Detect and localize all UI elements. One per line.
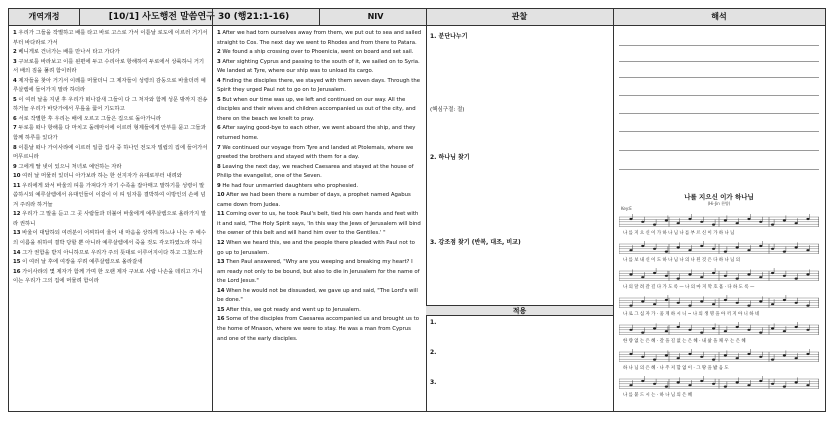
application-item-1: 1. <box>430 319 437 326</box>
verse-number: 5 <box>13 96 17 103</box>
verse-item <box>13 249 209 259</box>
verse-item <box>217 96 422 125</box>
verse-item <box>13 258 209 268</box>
verse-number: 8 <box>13 144 17 151</box>
writing-line <box>619 77 819 78</box>
verse-number: 6 <box>217 125 221 132</box>
verse-text: We continued our voyage from Tyre and landed at Ptolemais, where we greeted the brothers and stayed with them for a day. <box>217 144 414 161</box>
writing-line <box>619 150 819 151</box>
verse-number: 15 <box>217 306 225 313</box>
verse-text: Leaving the next day, we reached Caesarea and stayed at the house of Philip the evangelist, one of the Seven. <box>217 163 414 180</box>
verse-number: 12 <box>13 211 21 218</box>
verse-item <box>217 182 422 192</box>
verse-text: 구브로를 바라보고 이를 왼편에 두고 수리아로 항해하여 두로에서 상륙하니 거기서 배의 짐을 풀려 함이러라 <box>13 58 205 75</box>
writing-line <box>619 61 819 62</box>
song-lyric-line: 나 를 지 으 신 이 가 하 나 님 나 를 부 르 신 이 가 하 나 님 <box>623 231 735 236</box>
writing-line <box>619 131 819 132</box>
verse-text: We found a ship crossing over to Phoenicia, went on board and set sail. <box>220 49 414 56</box>
verse-item <box>13 58 209 77</box>
verse-number: 2 <box>217 49 221 56</box>
verse-text: Then Paul answered, "Why are you weeping and breaking my heart? I am ready not only to be bound, but also to die in Jerusalem for the name of the Lord Jesus." <box>217 259 420 285</box>
verse-number: 10 <box>13 173 21 180</box>
verse-text: 여러 날 머물러 있더니 아가보라 하는 한 선지자가 유대로부터 내려와 <box>20 173 182 180</box>
verse-text: 그가 권함을 받지 아니하므로 우리가 주의 뜻대로 이루어지이다 하고 그쳤노라 <box>20 249 203 256</box>
verse-number: 13 <box>217 259 225 266</box>
version-right-label: NIV <box>367 12 384 21</box>
verse-number: 14 <box>217 287 225 294</box>
interpret-header: 해석 <box>613 9 825 26</box>
verse-item <box>13 163 209 173</box>
writing-line <box>619 95 819 96</box>
version-left-label: 개역개정 <box>9 9 79 26</box>
verse-number: 8 <box>217 163 221 170</box>
verse-text: 이 여러 날 후에 여장을 꾸려 예루살렘으로 올라갈새 <box>20 259 143 266</box>
verse-item <box>13 144 209 163</box>
verse-text: Coming over to us, he took Paul's belt, tied his own hands and feet with it and said, "The Holy Spirit says, 'In this way the Jews of Jerusalem will bind the owner of this belt and will hand him over to the Gentiles.' " <box>217 211 421 237</box>
application-item-2: 2. <box>430 349 437 356</box>
observe-header: 관찰 <box>426 9 613 26</box>
verse-text: 두로를 떠나 항해를 다 마치고 돌레마이에 이르러 형제들에게 안부를 묻고 그들과 함께 하루를 있다가 <box>13 125 206 142</box>
verse-text: After saying good-bye to each other, we went aboard the ship, and they returned home. <box>217 125 416 142</box>
verse-number: 1 <box>217 30 221 36</box>
music-staff <box>619 322 819 338</box>
writing-line <box>619 113 819 114</box>
verse-number: 5 <box>217 96 221 103</box>
verse-text: 가이사랴의 몇 제자가 함께 가며 한 오랜 제자 구브로 사람 나손을 데리고 가니 이는 우리가 그의 집에 머물려 함이라 <box>13 268 203 285</box>
verse-item <box>13 29 209 48</box>
verse-text: 그에게 딸 넷이 있으니 처녀로 예언하는 자라 <box>16 163 122 170</box>
verse-text: After sighting Cyprus and passing to the south of it, we sailed on to Syria. We landed at Tyre, where our ship was to unload its cargo. <box>217 58 420 75</box>
observe-question-2: 2. 하나님 찾기 <box>430 154 470 161</box>
niv-verse-list <box>217 29 422 411</box>
key-verse-prompt: (핵심구절: 절) <box>430 107 465 113</box>
song-key: Key:E <box>621 206 632 211</box>
verse-item <box>217 239 422 258</box>
verse-item <box>217 58 422 77</box>
verse-number: 4 <box>13 77 17 84</box>
divider <box>426 9 427 411</box>
verse-item <box>13 210 209 229</box>
verse-text: 서로 작별한 후 우리는 배에 오르고 그들은 집으로 돌아가니라 <box>16 115 162 122</box>
verse-item <box>13 172 209 182</box>
verse-item <box>13 77 209 96</box>
verse-number: 11 <box>217 211 225 218</box>
observe-question-3: 3. 강조점 찾기 (반복, 대조, 비교) <box>430 239 521 246</box>
verse-text: 우리에게 와서 바울의 띠를 가져다가 자기 수족을 잡아매고 말하기를 성령이 말씀하시되 예루살렘에서 유대인들이 이같이 이 띠 임자를 결박하여 이방인의 손에 넘겨 주리라 하거늘 <box>13 182 206 208</box>
music-staff <box>619 214 819 230</box>
verse-text: After we had torn ourselves away from them, we put out to sea and sailed straight to Cos. The next day we went to Rhodes and from there to Patara. <box>217 30 422 46</box>
verse-item <box>13 229 209 248</box>
verse-text: 이튿날 떠나 가이사랴에 이르러 일곱 집사 중 하나인 전도자 빌립의 집에 들어가서 머무르니라 <box>13 144 208 161</box>
verse-item <box>217 287 422 306</box>
verse-text: Some of the disciples from Caesarea accompanied us and brought us to the home of Mnason, where we were to stay. He was a man from Cyprus and one of the early disciples. <box>217 316 419 342</box>
music-staff <box>619 241 819 257</box>
verse-number: 2 <box>13 49 17 56</box>
verse-text: After we had been there a number of days, a prophet named Agabus came down from Judea. <box>217 192 411 208</box>
verse-item <box>13 48 209 58</box>
verse-item <box>217 77 422 96</box>
verse-number: 16 <box>13 268 21 275</box>
writing-line <box>619 169 819 170</box>
observe-question-1: 1. 분단나누기 <box>430 33 468 40</box>
divider <box>613 9 614 411</box>
verse-number: 9 <box>217 182 221 189</box>
verse-number: 13 <box>13 230 21 237</box>
divider <box>212 9 213 411</box>
application-item-3: 3. <box>430 379 437 386</box>
verse-item <box>217 29 422 48</box>
verse-text: 바울이 대답하되 여러분이 어찌하여 울어 내 마음을 상하게 하느냐 나는 주 예수의 이름을 위하여 결박 당할 뿐 아니라 예루살렘에서 죽을 것도 각오하였노라 하니 <box>13 230 207 247</box>
song-lyric-line: 나 를 붙 드 시 는 · 하 나 님 의 은 혜 <box>623 393 693 398</box>
verse-item <box>13 115 209 125</box>
writing-line <box>619 45 819 46</box>
verse-item <box>217 306 422 316</box>
verse-number: 10 <box>217 192 225 199</box>
page-title: [10/1] 사도행전 말씀연구 30 (행21:1-16) <box>108 12 290 22</box>
verse-number: 4 <box>217 77 221 84</box>
header-title-cell <box>79 9 432 26</box>
verse-number: 3 <box>217 58 221 65</box>
application-header: 적용 <box>426 305 613 316</box>
verse-text: After this, we got ready and went up to Jerusalem. <box>224 306 361 313</box>
verse-item <box>217 315 422 344</box>
verse-text: 이 여러 날을 지낸 후 우리가 떠나갈새 그들이 다 그 처자와 함께 성문 밖까지 전송하거늘 우리가 바닷가에서 무릎을 꿇어 기도하고 <box>13 96 208 113</box>
verse-item <box>217 163 422 182</box>
music-staff <box>619 376 819 392</box>
verse-item <box>217 258 422 287</box>
verse-item <box>217 144 422 163</box>
song-lyric-line: 나 를 보 내 신 이 도 하 나 님 나 의 나 된 것 은 다 하 나 님 의 <box>623 258 740 263</box>
verse-item <box>13 124 209 143</box>
verse-text: 우리가 그들을 작별하고 배를 타고 바로 고스로 가서 이튿날 로도에 이르러 거기서부터 바다라로 가서 <box>13 30 208 46</box>
verse-item <box>217 191 422 210</box>
verse-number: 9 <box>13 163 17 170</box>
verse-item <box>13 268 209 287</box>
verse-text: 우리가 그 말을 듣고 그 곳 사람들과 더불어 바울에게 예루살렘으로 올라가지 말라 권하니 <box>13 211 207 227</box>
music-staff <box>619 268 819 284</box>
song-lyric-line: 한 량 없 는 은 혜 · 갚 을 길 없 는 은 혜 · 내 삶 을 채 우 는 은 혜 <box>623 339 746 344</box>
verse-item <box>13 96 209 115</box>
song-subtitle: (Hi-Jin 찬양) <box>707 201 731 206</box>
verse-number: 6 <box>13 115 17 122</box>
song-lyric-line: 나 의 달 려 갈 길 다 가 도 록 — 나 의 마 지 막 호 흡 · 다 하 도 록 — <box>623 285 755 290</box>
korean-verse-list <box>13 29 209 411</box>
verse-number: 7 <box>13 125 17 132</box>
verse-number: 1 <box>13 30 17 36</box>
music-staff <box>619 295 819 311</box>
verse-item <box>217 210 422 239</box>
verse-number: 12 <box>217 240 225 247</box>
song-lyric-line: 하 나 님 의 은 혜 · 나 주 저 함 없 이 · 그 땅 을 밟 음 도 <box>623 366 729 371</box>
verse-number: 14 <box>13 249 21 256</box>
verse-text: 베니게로 건너가는 배를 만나서 타고 가다가 <box>16 49 120 56</box>
verse-text: When he would not be dissuaded, we gave up and said, "The Lord's will be done." <box>217 287 418 304</box>
verse-number: 15 <box>13 259 21 266</box>
verse-number: 7 <box>217 144 221 151</box>
verse-item <box>13 182 209 211</box>
verse-item <box>217 124 422 143</box>
worksheet <box>8 8 826 412</box>
verse-number: 11 <box>13 182 21 189</box>
song-title: 나를 지으신 이가 하나님 <box>684 193 754 201</box>
verse-number: 3 <box>13 58 17 65</box>
verse-item <box>217 48 422 58</box>
song-lyric-line: 나 로 그 십 자 가 · 품 게 하 시 니 ~ 나 의 생 명 을 아 끼 지 아 니 하 네 <box>623 312 760 317</box>
verse-text: He had four unmarried daughters who prophesied. <box>220 182 359 189</box>
verse-text: But when our time was up, we left and continued on our way. All the disciples and their wives and children accompanied us out of the city, and there on the beach we knelt to pray. <box>217 96 416 122</box>
verse-text: Finding the disciples there, we stayed with them seven days. Through the Spirit they urged Paul not to go on to Jerusalem. <box>217 77 421 94</box>
verse-number: 16 <box>217 316 225 323</box>
verse-text: When we heard this, we and the people there pleaded with Paul not to go up to Jerusalem. <box>217 240 415 256</box>
music-staff <box>619 349 819 365</box>
verse-text: 제자들을 찾아 거기서 이레를 머물더니 그 제자들이 성령의 감동으로 바울더러 예루살렘에 들어가지 말라 하더라 <box>13 77 206 94</box>
